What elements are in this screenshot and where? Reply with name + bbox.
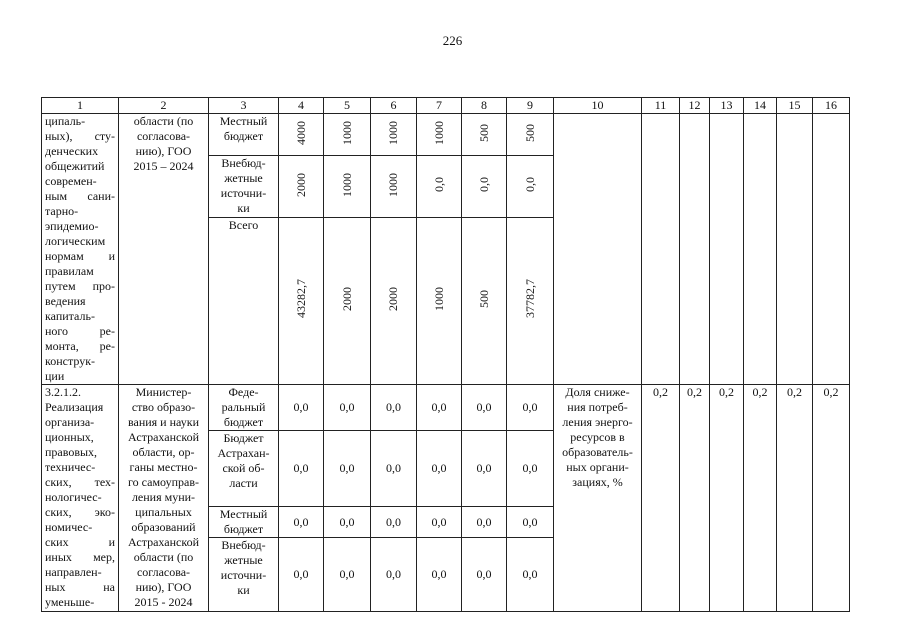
value-cell: 0,0 [417, 156, 462, 217]
header-cell: 7 [417, 98, 462, 114]
value-cell: 0,0 [324, 507, 371, 538]
value-cell: 1000 [324, 114, 371, 156]
value-cell: 0,0 [279, 385, 324, 431]
value-cell: 0,0 [279, 507, 324, 538]
target-cell [680, 114, 710, 385]
header-cell: 12 [680, 98, 710, 114]
value-cell: 1000 [371, 114, 417, 156]
measure-description-cell: ципаль- ных), сту- денческих общежитий современ- ным сани- тарно- эпидемио- логическим нормам и правилам путем про- ведения капиталь- ного ре- монта, ре- конструк- ции [42, 114, 119, 385]
funding-source-cell: Внебюд- жетные источни- ки [209, 156, 279, 217]
value-cell: 0,0 [371, 431, 417, 507]
value-cell: 0,0 [279, 431, 324, 507]
value-cell: 0,0 [507, 385, 554, 431]
value-cell: 0,0 [417, 538, 462, 612]
funding-source-cell: Всего [209, 217, 279, 384]
value-cell: 0,0 [462, 156, 507, 217]
header-cell: 5 [324, 98, 371, 114]
executor-cell: области (по согласова- нию), ГОО 2015 – 2024 [119, 114, 209, 385]
value-cell: 43282,7 [279, 217, 324, 384]
value-cell: 0,0 [417, 431, 462, 507]
target-cell: 0,2 [744, 385, 777, 612]
header-cell: 2 [119, 98, 209, 114]
value-cell: 500 [462, 114, 507, 156]
value-cell: 1000 [417, 114, 462, 156]
target-cell [813, 114, 850, 385]
value-cell: 1000 [417, 217, 462, 384]
value-cell: 2000 [371, 217, 417, 384]
target-cell [710, 114, 744, 385]
value-cell: 500 [462, 217, 507, 384]
value-cell: 0,0 [462, 385, 507, 431]
header-cell: 3 [209, 98, 279, 114]
value-cell: 0,0 [371, 385, 417, 431]
header-cell: 4 [279, 98, 324, 114]
value-cell: 37782,7 [507, 217, 554, 384]
indicator-cell [554, 114, 642, 385]
header-cell: 1 [42, 98, 119, 114]
target-cell: 0,2 [642, 385, 680, 612]
value-cell: 0,0 [462, 431, 507, 507]
value-cell: 0,0 [417, 507, 462, 538]
value-cell: 0,0 [324, 431, 371, 507]
header-cell: 10 [554, 98, 642, 114]
header-cell: 11 [642, 98, 680, 114]
header-cell: 15 [777, 98, 813, 114]
value-cell: 0,0 [371, 538, 417, 612]
value-cell: 0,0 [279, 538, 324, 612]
measure-description-cell: 3.2.1.2. Реализация организа- ционных, правовых, техничес- ских, тех- нологичес- ских, эко- номичес- ских и иных мер, направлен- ных на уменьше- [42, 385, 119, 612]
header-row [42, 98, 850, 114]
funding-source-cell: Феде- ральный бюджет [209, 385, 279, 431]
value-cell: 2000 [279, 156, 324, 217]
target-cell: 0,2 [680, 385, 710, 612]
target-cell: 0,2 [813, 385, 850, 612]
target-cell [642, 114, 680, 385]
value-cell: 0,0 [462, 507, 507, 538]
value-cell: 0,0 [371, 507, 417, 538]
header-cell: 16 [813, 98, 850, 114]
value-cell: 4000 [279, 114, 324, 156]
header-cell: 9 [507, 98, 554, 114]
target-cell [744, 114, 777, 385]
indicator-cell: Доля сниже- ния потреб- ления энерго- ресурсов в образователь- ных органи- зациях, % [554, 385, 642, 612]
value-cell: 0,0 [507, 431, 554, 507]
page-number: 226 [442, 33, 463, 48]
header-cell: 14 [744, 98, 777, 114]
budget-table [41, 97, 850, 612]
header-cell: 6 [371, 98, 417, 114]
value-cell: 0,0 [417, 385, 462, 431]
value-cell: 0,0 [507, 156, 554, 217]
executor-cell: Министер- ство образо- вания и науки Астраханской области, ор- ганы местно- го самоуправ- ления муни- ципальных образований Астраханской области (по согласова- нию), ГОО 2015 - 2024 [119, 385, 209, 612]
value-cell: 0,0 [324, 538, 371, 612]
value-cell: 1000 [371, 156, 417, 217]
value-cell: 0,0 [324, 385, 371, 431]
value-cell: 0,0 [507, 507, 554, 538]
target-cell: 0,2 [710, 385, 744, 612]
value-cell: 0,0 [507, 538, 554, 612]
funding-source-cell: Местный бюджет [209, 114, 279, 156]
header-cell: 8 [462, 98, 507, 114]
header-cell: 13 [710, 98, 744, 114]
funding-source-cell: Местный бюджет [209, 507, 279, 538]
value-cell: 2000 [324, 217, 371, 384]
value-cell: 0,0 [462, 538, 507, 612]
value-cell: 1000 [324, 156, 371, 217]
funding-source-cell: Бюджет Астрахан- ской об- ласти [209, 431, 279, 507]
table-row [42, 385, 850, 431]
target-cell [777, 114, 813, 385]
target-cell: 0,2 [777, 385, 813, 612]
table-row [42, 114, 850, 156]
value-cell: 500 [507, 114, 554, 156]
funding-source-cell: Внебюд- жетные источни- ки [209, 538, 279, 612]
